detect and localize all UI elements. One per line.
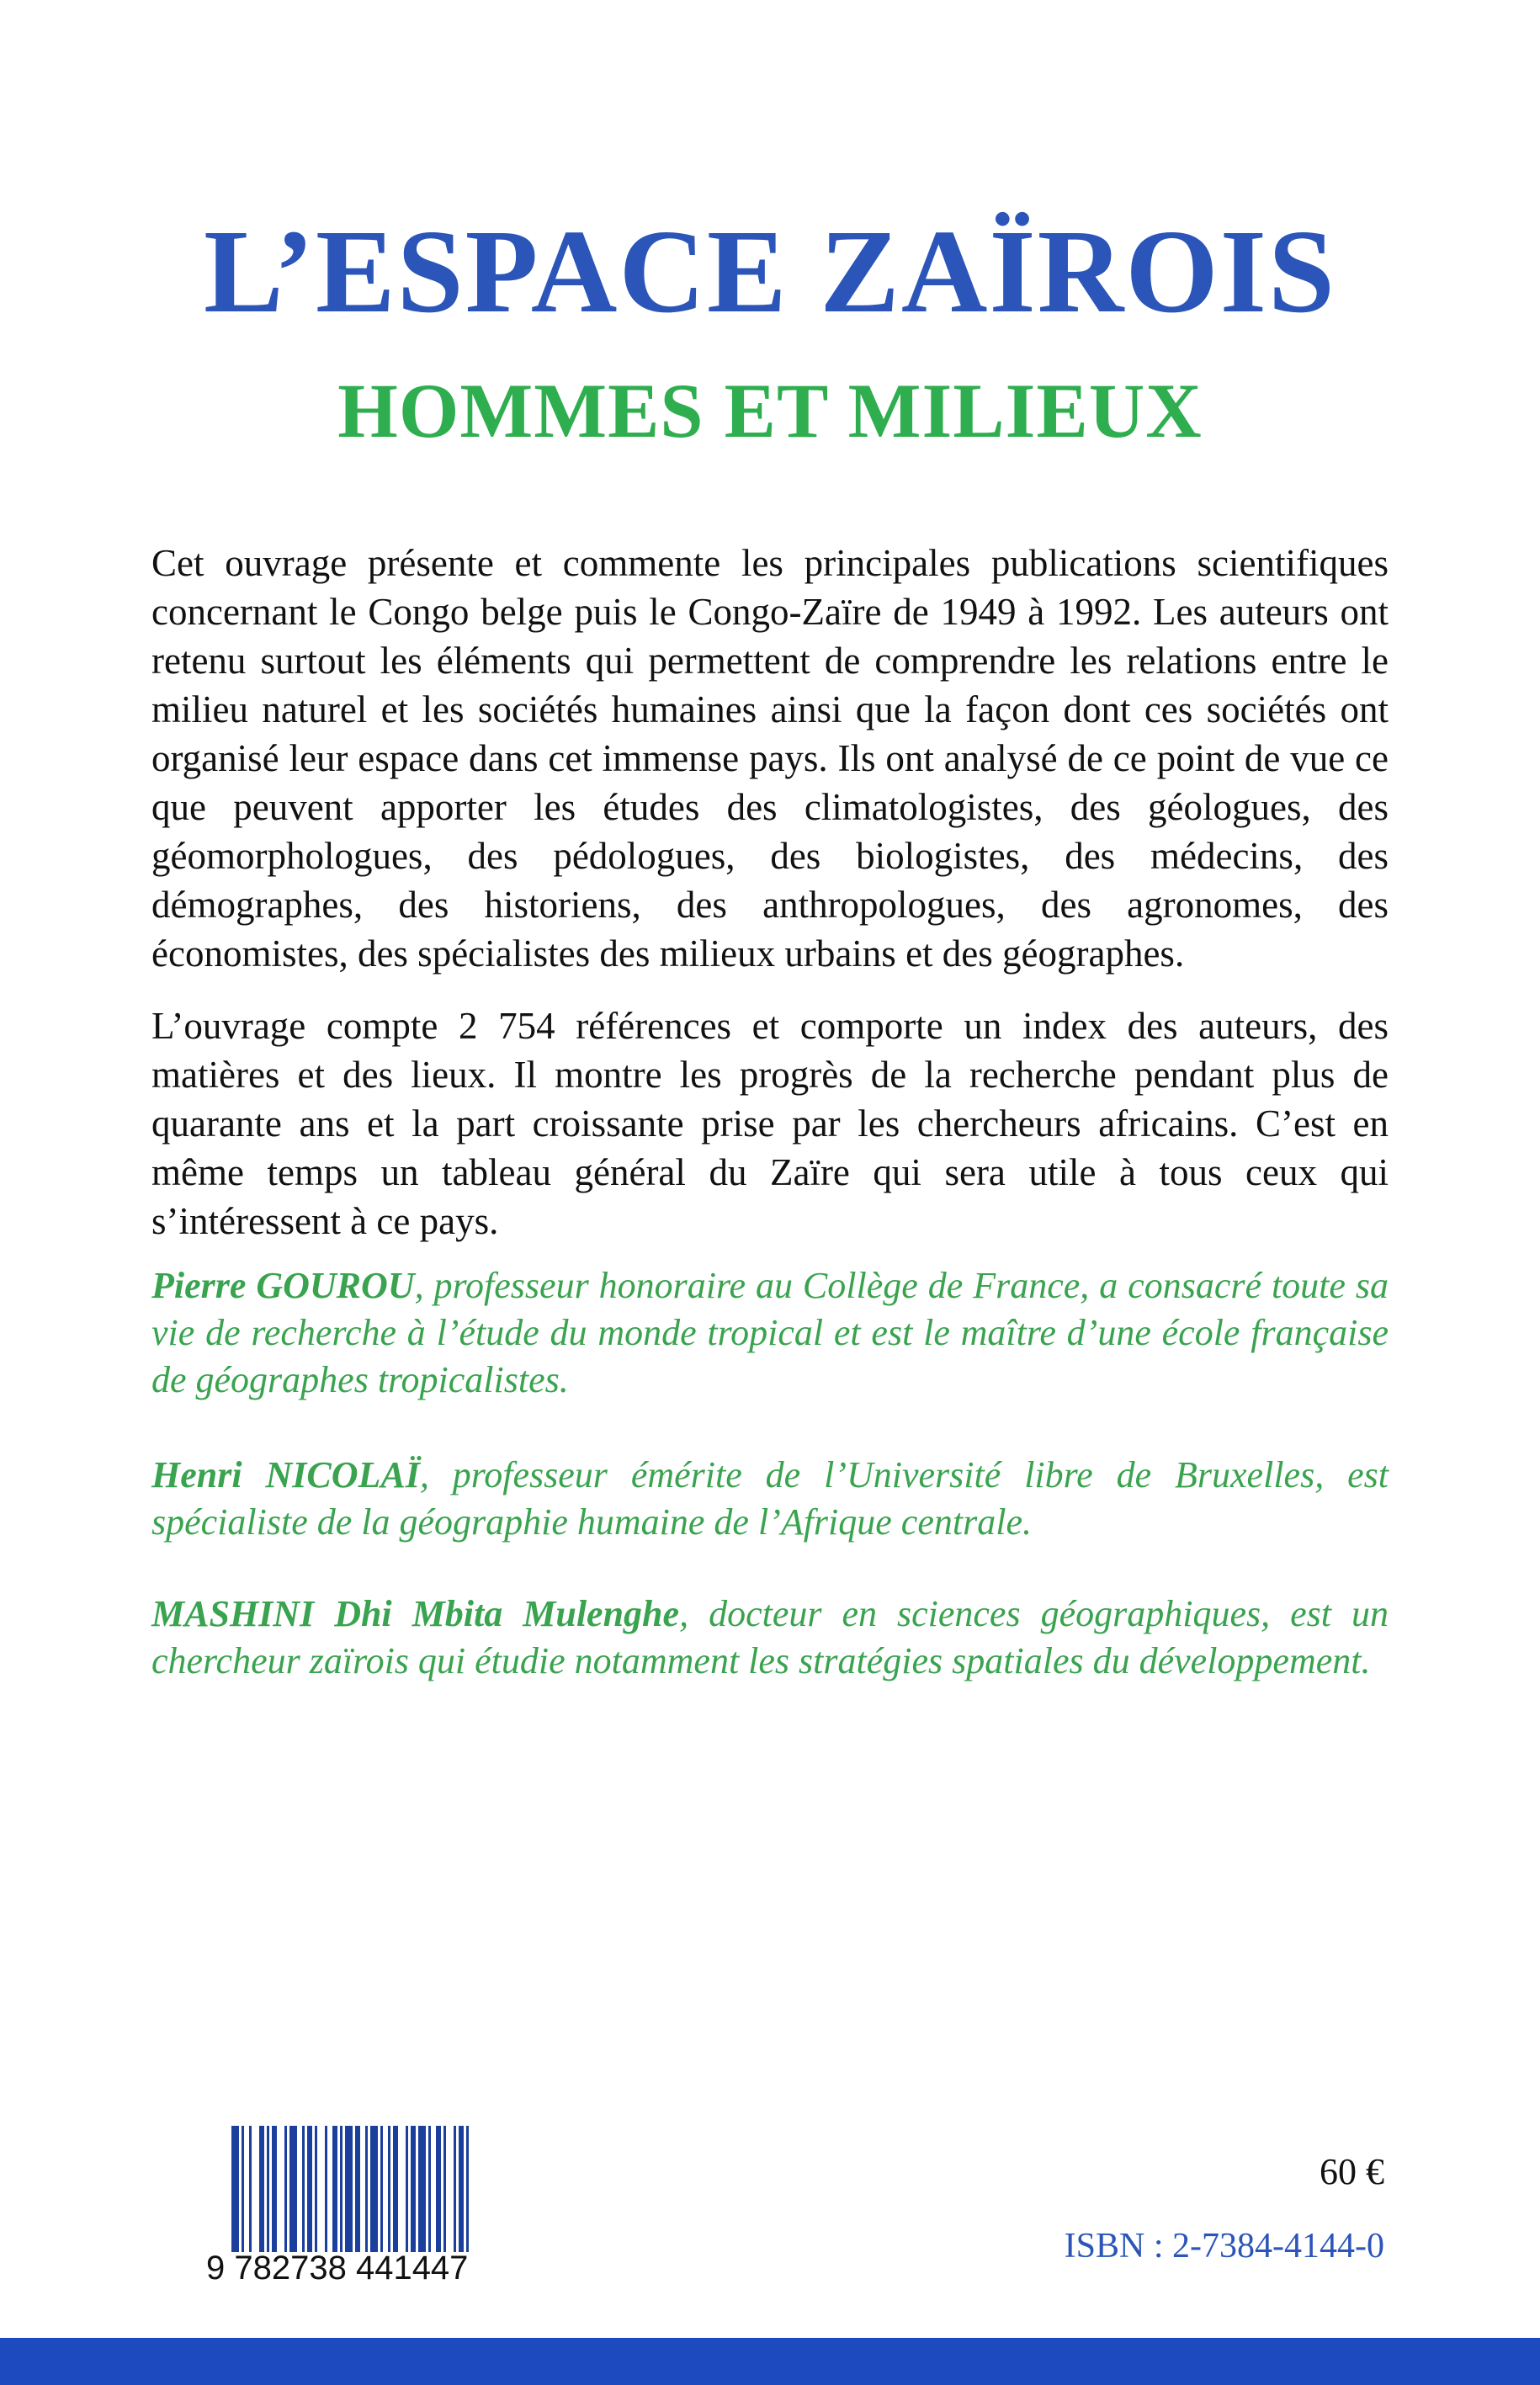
description-paragraph-1: Cet ouvrage présente et commente les principales publications scientifiques concernant le Congo belge puis le Congo-Zaïre de 1949 à 1992. Les auteurs ont retenu surtout les éléments qui permettent de comprendre les relations entre le milieu naturel et les sociétés humaines ainsi que la façon dont ces sociétés ont organisé leur espace dans cet immense pays. Ils ont analysé de ce point de vue ce que peuvent apporter les études des climatologistes, des géologues, des géomorphologues, des pédologues, des biologistes, des médecins, des démographes, des historiens, des anthropologues, des agronomes, des économistes, des spécialistes des milieux urbains et des géographes. [151,542,1389,975]
barcode-bar [259,2126,264,2252]
barcode-bar [418,2126,426,2252]
barcode-bar [393,2126,398,2252]
barcode-bar [443,2126,446,2252]
barcode-bar [307,2126,312,2252]
book-subtitle: HOMMES ET MILIEUX [337,368,1203,454]
author-description: , docteur en sciences géographiques, est un chercheur zaïrois qui étudie notamment les stratégies spatiales du développement. [151,1593,1389,1681]
barcode-bar [436,2126,441,2252]
barcode-bar [302,2126,305,2252]
barcode-bar [272,2126,277,2252]
barcode-bar [380,2126,383,2252]
author-bio-nicolai [151,1452,1389,1546]
author-name: MASHINI Dhi Mbita Mulenghe [151,1593,680,1634]
barcode-digits: 9 782738 441447 [206,2250,469,2286]
barcode-bar [332,2126,337,2252]
author-name: Pierre GOUROU [151,1265,415,1306]
barcode-bar [315,2126,317,2252]
isbn: ISBN : 2-7384-4144-0 [1064,2227,1384,2265]
barcode-bar [428,2126,431,2252]
author-bio-gourou [151,1262,1389,1404]
barcode-bar [267,2126,269,2252]
barcode-bar [411,2126,416,2252]
barcode-bar [340,2126,343,2252]
author-description: , professeur honoraire au Collège de France, a consacré toute sa vie de recherche à l’étude du monde tropical et est le maître d’une école française de géographes tropicalistes. [151,1265,1389,1400]
book-title: L’ESPACE ZAÏROIS [204,205,1336,337]
barcode-graphic [206,2126,560,2286]
barcode-bar [345,2126,353,2252]
barcode-bar [406,2126,408,2252]
author-description: , professeur émérite de l’Université libre de Bruxelles, est spécialiste de la géographie humaine de l’Afrique centrale. [151,1454,1389,1543]
author-bio-mashini [151,1591,1389,1685]
barcode-bar [284,2126,287,2252]
barcode-bar [249,2126,252,2252]
barcode-bar [454,2126,456,2252]
barcode [206,2126,560,2286]
barcode-bar [325,2126,327,2252]
description-paragraph-2: L’ouvrage compte 2 754 références et comporte un index des auteurs, des matières et des lieux. Il montre les progrès de la recherche pendant plus de quarante ans et la part croissante prise par les chercheurs africains. C’est en même temps un tableau général du Zaïre qui sera utile à tous ceux qui s’intéressent à ce pays. [151,1005,1389,1242]
price: 60 € [1320,2151,1384,2192]
barcode-bar [365,2126,368,2252]
barcode-bar [370,2126,378,2252]
barcode-bar [459,2126,464,2252]
barcode-bar [289,2126,297,2252]
barcode-bar [388,2126,390,2252]
bottom-color-band [0,2338,1540,2385]
author-name: Henri NICOLAÏ [151,1454,420,1495]
